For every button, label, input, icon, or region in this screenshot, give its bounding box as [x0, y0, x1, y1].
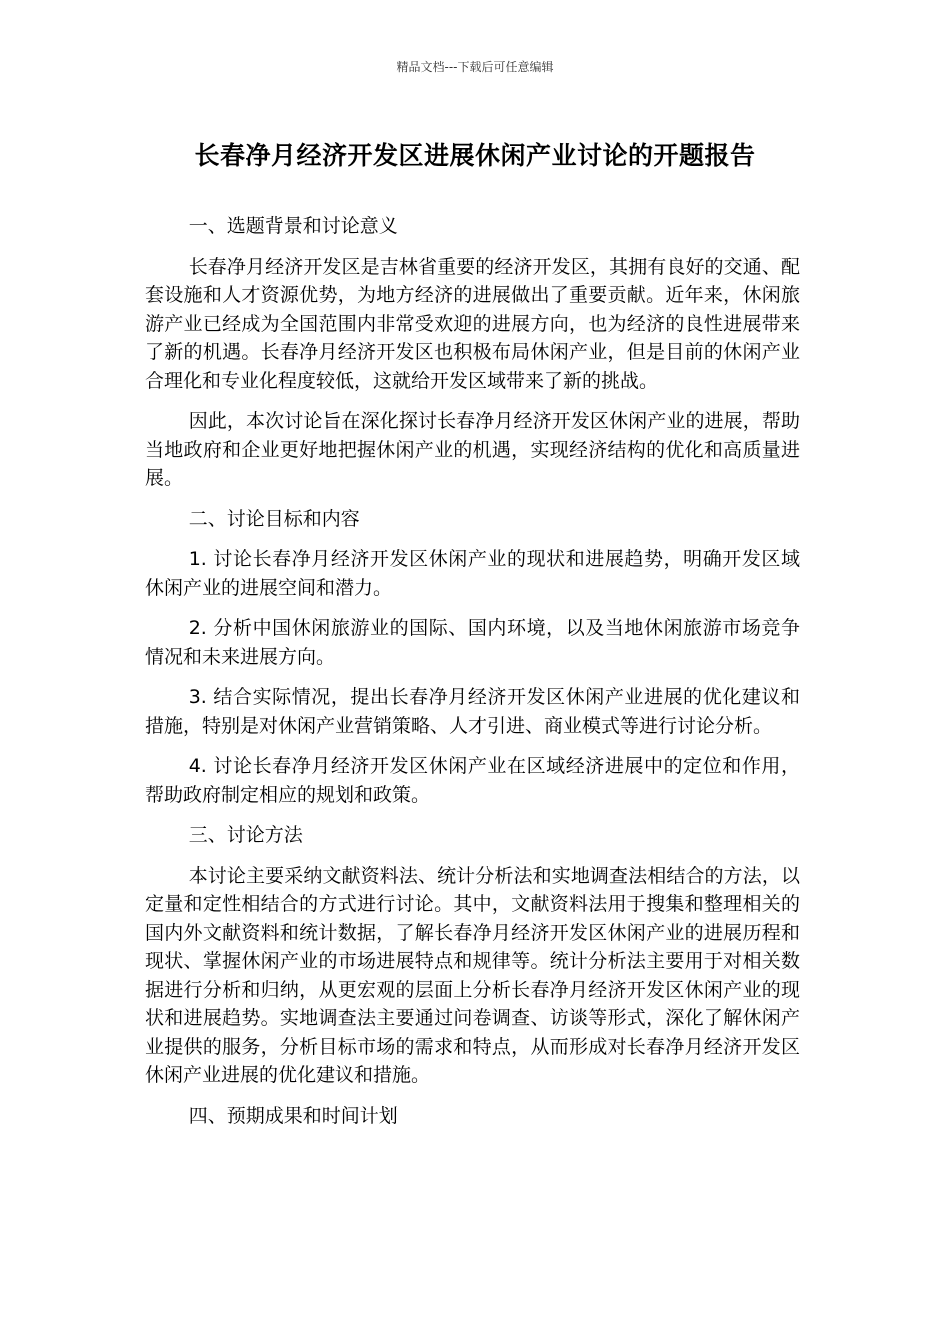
paragraph-methods: 本讨论主要采纳文献资料法、统计分析法和实地调查法相结合的方法，以定量和定性相结合的方式进行讨论。其中，文献资料法用于搜集和整理相关的国内外文献资料和统计数据，了解长春净月经济开发区休闲产业的进展历程和现状、掌握休闲产业的市场进展特点和规律等。统计分析法主要用于对相关数据进行分析和归纳，从更宏观的层面上分析长春净月经济开发区休闲产业的现状和进展趋势。实地调查法主要通过问卷调查、访谈等形式，深化了解休闲产业提供的服务，分析目标市场的需求和特点，从而形成对长春净月经济开发区休闲产业进展的优化建议和措施。: [145, 864, 800, 1086]
header-note: 精品文档---下载后可任意编辑: [396, 60, 554, 74]
document-title: 长春净月经济开发区进展休闲产业讨论的开题报告: [194, 141, 756, 170]
list-item-goal-3: 3. 结合实际情况，提出长春净月经济开发区休闲产业进展的优化建议和措施，特别是对休闲产业营销策略、人才引进、商业模式等进行讨论分析。: [145, 686, 800, 737]
list-item-goal-2: 2. 分析中国休闲旅游业的国际、国内环境，以及当地休闲旅游市场竞争情况和未来进展方向。: [145, 617, 800, 668]
section-heading-methods: 三、讨论方法: [188, 824, 303, 846]
list-item-goal-1: 1. 讨论长春净月经济开发区休闲产业的现状和进展趋势，明确开发区域休闲产业的进展空间和潜力。: [145, 548, 800, 599]
section-heading-background: 一、选题背景和讨论意义: [188, 215, 398, 237]
section-heading-outcomes: 四、预期成果和时间计划: [188, 1104, 398, 1127]
section-heading-goals: 二、讨论目标和内容: [188, 507, 360, 530]
list-item-goal-4: 4. 讨论长春净月经济开发区休闲产业在区域经济进展中的定位和作用，帮助政府制定相应的规划和政策。: [145, 755, 800, 806]
document-body: [145, 212, 800, 1142]
paragraph-background: 长春净月经济开发区是吉林省重要的经济开发区，其拥有良好的交通、配套设施和人才资源优势，为地方经济的进展做出了重要贡献。近年来，休闲旅游产业已经成为全国范围内非常受欢迎的进展方向，也为经济的良性进展带来了新的机遇。长春净月经济开发区也积极布局休闲产业，但是目前的休闲产业合理化和专业化程度较低，这就给开发区域带来了新的挑战。: [145, 255, 800, 392]
paragraph-purpose: 因此，本次讨论旨在深化探讨长春净月经济开发区休闲产业的进展，帮助当地政府和企业更好地把握休闲产业的机遇，实现经济结构的优化和高质量进展。: [145, 410, 800, 489]
